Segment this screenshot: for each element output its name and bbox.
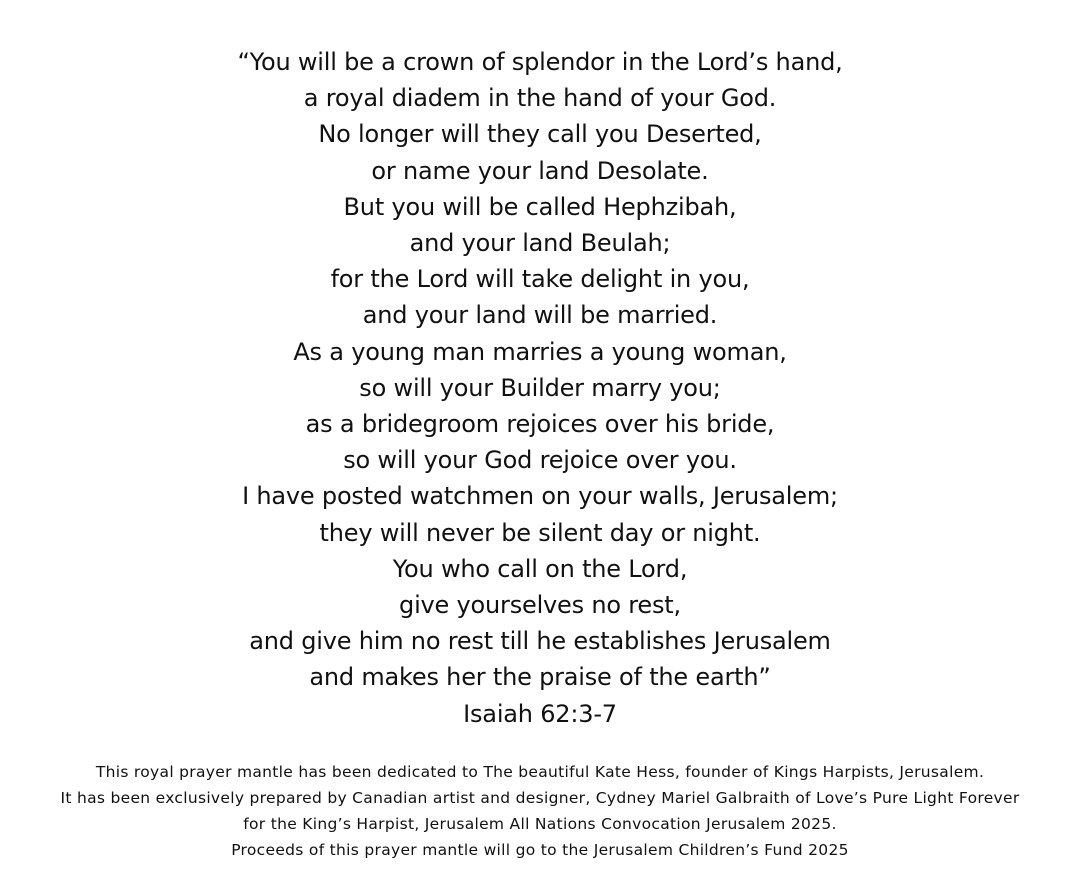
verse-line: so will your Builder marry you; (359, 373, 721, 402)
verse-line: a royal diadem in the hand of your God. (303, 84, 777, 113)
verse-line: and give him no rest till he establishes Jerusalem (249, 627, 831, 656)
verse-line: You who call on the Lord, (392, 554, 688, 583)
verse-line: But you will be called Hephzibah, (343, 192, 737, 221)
verse-line: “You will be a crown of splendor in the Lord’s hand, (237, 48, 843, 76)
footer-line: It has been exclusively prepared by Canadian artist and designer, Cydney Mariel Galbraith of Love’s Pure Light Forever (60, 789, 1020, 807)
verse-reference: Isaiah 62:3-7 (463, 699, 617, 728)
verse-line: I have posted watchmen on your walls, Jerusalem; (242, 482, 838, 511)
dedication-footer (0, 759, 1080, 863)
footer-line: This royal prayer mantle has been dedicated to The beautiful Kate Hess, founder of Kings Harpists, Jerusalem. (95, 763, 985, 781)
verse-line: as a bridegroom rejoices over his bride, (305, 410, 775, 439)
footer-line: Proceeds of this prayer mantle will go to the Jerusalem Children’s Fund 2025 (231, 841, 849, 859)
verse-line: they will never be silent day or night. (319, 518, 761, 547)
verse-line: No longer will they call you Deserted, (318, 120, 762, 149)
scripture-verse (0, 44, 1080, 732)
footer-line: for the King’s Harpist, Jerusalem All Nations Convocation Jerusalem 2025. (243, 815, 837, 833)
verse-line: and your land will be married. (362, 301, 718, 330)
verse-line: and your land Beulah; (409, 229, 671, 258)
verse-line: so will your God rejoice over you. (343, 446, 737, 475)
verse-line: give yourselves no rest, (399, 591, 681, 620)
verse-line: for the Lord will take delight in you, (330, 265, 750, 294)
verse-line: or name your land Desolate. (371, 156, 709, 185)
verse-line: As a young man marries a young woman, (293, 337, 787, 366)
verse-line: and makes her the praise of the earth” (309, 663, 771, 692)
